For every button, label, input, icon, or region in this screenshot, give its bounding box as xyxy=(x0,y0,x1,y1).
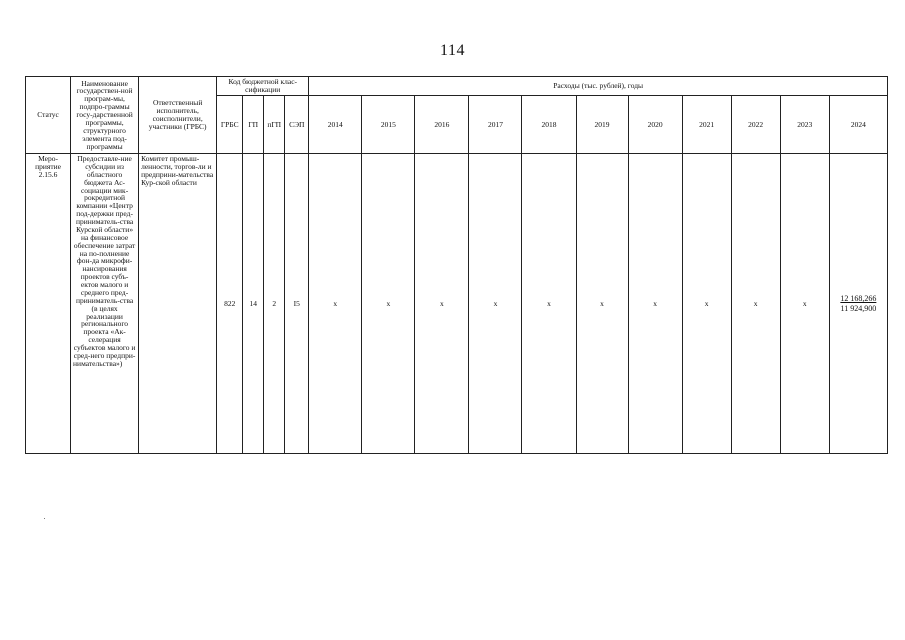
row-value-2020: x xyxy=(628,154,682,454)
row-value-2021: x xyxy=(682,154,731,454)
row-value-2022: x xyxy=(731,154,780,454)
table-row xyxy=(26,154,888,454)
row-executor: Комитет промыш-ленности, торгов-ли и предприни-мательства Кур-ской области xyxy=(139,154,217,454)
header-year-2014: 2014 xyxy=(309,96,362,154)
header-expenses: Расходы (тыс. рублей), годы xyxy=(309,77,888,96)
row-value-2019: x xyxy=(576,154,628,454)
header-program-name: Наименование государствен-ной програм-мы, подпро-граммы госу-дарственной программы, структурного элемента под-программы xyxy=(71,77,139,154)
header-year-2021: 2021 xyxy=(682,96,731,154)
budget-table xyxy=(25,76,888,454)
row-code-pgp: 2 xyxy=(264,154,285,454)
header-code-sep: СЭП xyxy=(285,96,309,154)
header-code-pgp: пГП xyxy=(264,96,285,154)
row-value-2024 xyxy=(829,154,887,454)
row-code-gp: 14 xyxy=(243,154,264,454)
header-year-2017: 2017 xyxy=(469,96,522,154)
row-value-2018: x xyxy=(522,154,576,454)
value-2024-line1: 12 168,266 xyxy=(840,293,877,303)
row-value-2014: x xyxy=(309,154,362,454)
header-year-2023: 2023 xyxy=(780,96,829,154)
header-code-gp: ГП xyxy=(243,96,264,154)
header-budget-code: Код бюджетной клас-сификации xyxy=(217,77,309,96)
row-name: Предоставле-ние субсидии из областного бюджета Ас-социации мик-рокредитной компании «Центр под-держки пред-приниматель-ства Курской области» на финансовое обеспечение затрат на по-полнение фон-да микрофи-нансирования проектов субъ-ектов малого и среднего пред-приниматель-ства (в целях реализации регионального проекта «Ак-селерация субъектов малого и сред-него предпри-нимательства») xyxy=(71,154,139,454)
row-code-sep: I5 xyxy=(285,154,309,454)
row-status: Меро-приятие 2.15.6 xyxy=(26,154,71,454)
header-executor: Ответственный исполнитель, соисполнители, участники (ГРБС) xyxy=(139,77,217,154)
row-value-2016: x xyxy=(415,154,469,454)
scan-speck xyxy=(44,518,45,519)
header-year-2018: 2018 xyxy=(522,96,576,154)
page-number: 114 xyxy=(440,42,465,59)
header-year-2022: 2022 xyxy=(731,96,780,154)
header-year-2019: 2019 xyxy=(576,96,628,154)
header-status: Статус xyxy=(26,77,71,154)
header-year-2024: 2024 xyxy=(829,96,887,154)
row-value-2015: x xyxy=(362,154,415,454)
header-code-grbs: ГРБС xyxy=(217,96,243,154)
value-2024-line2: 11 924,900 xyxy=(840,303,877,313)
row-code-grbs: 822 xyxy=(217,154,243,454)
row-value-2017: x xyxy=(469,154,522,454)
header-year-2016: 2016 xyxy=(415,96,469,154)
row-value-2023: x xyxy=(780,154,829,454)
header-year-2015: 2015 xyxy=(362,96,415,154)
header-year-2020: 2020 xyxy=(628,96,682,154)
